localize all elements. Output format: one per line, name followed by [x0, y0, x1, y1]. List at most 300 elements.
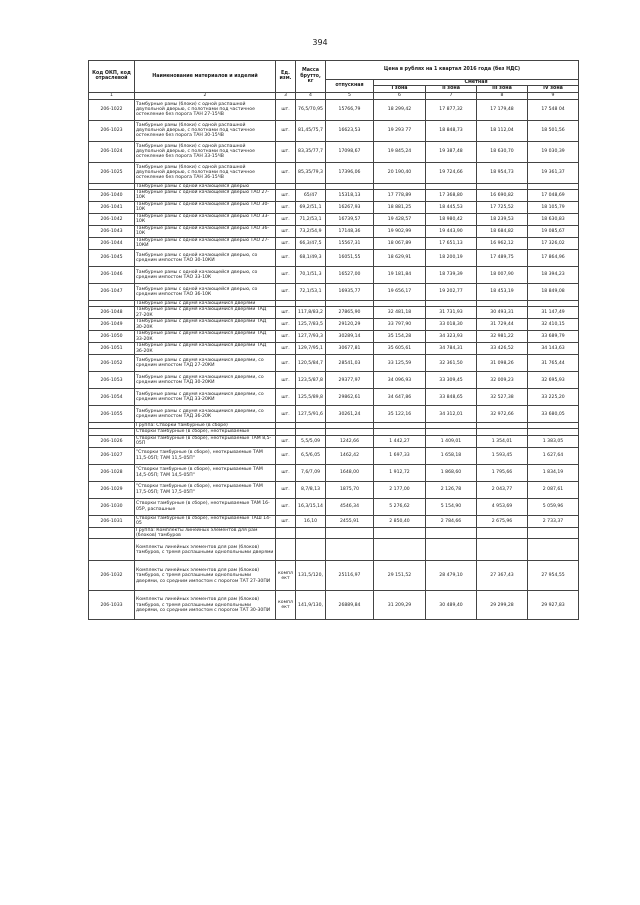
- price-release: 15318,13: [326, 189, 374, 201]
- group-title: Комплекты линейных элементов для рам (блоков) тамбуров, с тремя распашными однопольными дверями: [135, 539, 276, 561]
- header-estimate: Сметная: [374, 80, 579, 86]
- header-name: Наименование материалов и изделий: [135, 61, 276, 93]
- item-mass: 81,45/75,7: [296, 120, 326, 141]
- price-zone-1: 18 067,89: [374, 237, 426, 249]
- price-zone-4: 18 630,83: [528, 213, 579, 225]
- price-zone-3: 1 593,45: [477, 447, 528, 464]
- price-release: 30261,24: [326, 406, 374, 423]
- table-row: [89, 162, 579, 183]
- item-name: Тамбурные рамы с двумя качающимися дверями ТАД 27-20К: [135, 307, 276, 319]
- price-zone-4: 17 548 04: [528, 99, 579, 120]
- price-zone-2: 30 489,40: [426, 591, 477, 620]
- table-row: [89, 343, 579, 355]
- price-release: 15766,79: [326, 99, 374, 120]
- price-zone-4: 2 733,37: [528, 515, 579, 527]
- column-number: 2: [135, 92, 276, 99]
- table-row: [89, 99, 579, 120]
- item-code: 206-1047: [89, 283, 135, 300]
- price-zone-1: 18 299,42: [374, 99, 426, 120]
- item-mass: 123,5/87,8: [296, 372, 326, 389]
- item-unit: шт.: [276, 355, 296, 372]
- item-unit: шт.: [276, 213, 296, 225]
- item-mass: 71,2/53,1: [296, 213, 326, 225]
- item-code: 206-1026: [89, 435, 135, 447]
- item-mass: 72,1/53,1: [296, 283, 326, 300]
- item-code: 206-1045: [89, 249, 135, 266]
- table-row: [89, 481, 579, 498]
- price-zone-3: 32 527,38: [477, 389, 528, 406]
- price-zone-3: 31 729,44: [477, 319, 528, 331]
- item-mass: 125,7/83,5: [296, 319, 326, 331]
- column-number: 3: [276, 92, 296, 99]
- item-unit: шт.: [276, 435, 296, 447]
- item-mass: 125,5/89,8: [296, 389, 326, 406]
- price-zone-1: 17 778,89: [374, 189, 426, 201]
- item-name: Тамбурные рамы с двумя качающимися дверями ТАД 30-20К: [135, 319, 276, 331]
- price-zone-2: 18 739,39: [426, 266, 477, 283]
- item-code: 206-1033: [89, 591, 135, 620]
- item-name: Тамбурные рамы с двумя качающимися дверями, со средним импостом ТАД 30-20КИ: [135, 372, 276, 389]
- table-row: [89, 389, 579, 406]
- price-zone-1: 19 293 77: [374, 120, 426, 141]
- item-name: Тамбурные рамы с одной качающейся дверью ТАО 27-10К: [135, 189, 276, 201]
- empty-cell: [276, 539, 296, 561]
- item-mass: 76,5/70,95: [296, 99, 326, 120]
- item-unit: шт.: [276, 307, 296, 319]
- price-zone-1: 19 656,17: [374, 283, 426, 300]
- price-zone-2: 34 312,01: [426, 406, 477, 423]
- price-zone-2: 5 154,90: [426, 498, 477, 515]
- price-zone-3: 18 007,90: [477, 266, 528, 283]
- price-zone-3: 18 630,70: [477, 141, 528, 162]
- header-zone-2: II зона: [426, 86, 477, 92]
- price-zone-4: 32 695,93: [528, 372, 579, 389]
- header-code: Код ОКП, код отраслевой: [89, 61, 135, 93]
- group-title: Группа: Комплекты линейных элементов для рам (блоков) тамбуров: [135, 527, 276, 539]
- price-zone-1: 20 190,40: [374, 162, 426, 183]
- price-zone-2: 28 479,10: [426, 561, 477, 591]
- item-unit: шт.: [276, 498, 296, 515]
- item-mass: 68,1/49,3: [296, 249, 326, 266]
- price-zone-3: 29 299,28: [477, 591, 528, 620]
- price-zone-4: 17 864,96: [528, 249, 579, 266]
- group-code-cell: [89, 539, 135, 561]
- price-release: 1462,42: [326, 447, 374, 464]
- item-name: Тамбурные рамы с одной качающейся дверью, со средним импостом ТАО 36-10К: [135, 283, 276, 300]
- price-zone-3: 32 981,22: [477, 331, 528, 343]
- item-unit: шт.: [276, 319, 296, 331]
- item-mass: 6,5/6,05: [296, 447, 326, 464]
- table-row: [89, 515, 579, 527]
- price-zone-4: 1 383,05: [528, 435, 579, 447]
- item-mass: 70,1/51,3: [296, 266, 326, 283]
- item-mass: 73,2/54,9: [296, 225, 326, 237]
- item-name: Тамбурные рамы с двумя качающимися дверями, со средним импостом ТАД 33-20КИ: [135, 389, 276, 406]
- header-unit: Ед. изм.: [276, 61, 296, 93]
- price-zone-3: 1 795,66: [477, 464, 528, 481]
- price-zone-2: 19 724,66: [426, 162, 477, 183]
- empty-cell: [426, 527, 477, 539]
- item-code: 206-1023: [89, 120, 135, 141]
- price-zone-4: 19 030,39: [528, 141, 579, 162]
- header-zone-4: IV зона: [528, 86, 579, 92]
- price-zone-1: 18 881,25: [374, 201, 426, 213]
- page-number: 394: [312, 38, 328, 47]
- price-zone-3: 17 725,52: [477, 201, 528, 213]
- price-release: 15567,31: [326, 237, 374, 249]
- item-code: 206-1031: [89, 515, 135, 527]
- item-name: Тамбурные рамы (блоки) с одной распашной двупольной дверью, с полотнами под частичное остекление без порога ТАН 33-15ЧВ: [135, 141, 276, 162]
- item-code: 206-1028: [89, 464, 135, 481]
- price-zone-4: 19 085,67: [528, 225, 579, 237]
- price-zone-4: 31 147,49: [528, 307, 579, 319]
- item-code: 206-1025: [89, 162, 135, 183]
- price-zone-1: 19 902,99: [374, 225, 426, 237]
- table-row: [89, 307, 579, 319]
- item-name: Тамбурные рамы с одной качающейся дверью, со средним импостом ТАО 33-10К: [135, 266, 276, 283]
- item-name: Тамбурные рамы (блоки) с одной распашной двупольной дверью, с полотнами под частичное остекление без порога ТАН 27-15ЧВ: [135, 99, 276, 120]
- price-zone-4: 33 689,79: [528, 331, 579, 343]
- price-zone-3: 2 043,77: [477, 481, 528, 498]
- item-unit: шт.: [276, 225, 296, 237]
- item-code: 206-1053: [89, 372, 135, 389]
- price-zone-2: 18 200,19: [426, 249, 477, 266]
- price-release: 30677,81: [326, 343, 374, 355]
- price-zone-4: 1 627,64: [528, 447, 579, 464]
- item-mass: 127,7/93,3: [296, 331, 326, 343]
- item-unit: компл ект: [276, 561, 296, 591]
- header-zone-1: I зона: [374, 86, 426, 92]
- price-zone-4: 17 326,02: [528, 237, 579, 249]
- price-zone-3: 32 009,23: [477, 372, 528, 389]
- price-zone-2: 18 980,42: [426, 213, 477, 225]
- price-release: 25116,97: [326, 561, 374, 591]
- item-mass: 117,8/83,2: [296, 307, 326, 319]
- table-row: [89, 561, 579, 591]
- item-name: Тамбурные рамы с двумя качающимися дверями ТАД 33-20К: [135, 331, 276, 343]
- item-code: 206-1042: [89, 213, 135, 225]
- price-zone-2: 34 323,93: [426, 331, 477, 343]
- price-zone-4: 33 225,20: [528, 389, 579, 406]
- item-name: "Створки тамбурные (в сборе), неоткрываемые ТАМ 11,5-05П; ТАМ 11,5-05П": [135, 447, 276, 464]
- column-number: 9: [528, 92, 579, 99]
- item-name: Тамбурные рамы с двумя качающимися дверями, со средним импостом ТАД 36-20К: [135, 406, 276, 423]
- price-zone-1: 29 151,52: [374, 561, 426, 591]
- item-name: Тамбурные рамы (блоки) с одной распашной двупольной дверью, с полотнами под частичное остекление без порога ТАН 30-15ЧВ: [135, 120, 276, 141]
- table-row: [89, 591, 579, 620]
- price-release: 16623,53: [326, 120, 374, 141]
- empty-cell: [528, 539, 579, 561]
- price-zone-2: 34 784,31: [426, 343, 477, 355]
- item-code: 206-1032: [89, 561, 135, 591]
- item-name: Створки тамбурные (в сборе), неоткрываемые ТАМ 8,5-05П: [135, 435, 276, 447]
- price-zone-1: 33 797,90: [374, 319, 426, 331]
- item-name: "Створки тамбурные (в сборе), неоткрываемые ТАМ 14,5-05П; ТАМ 14,5-05П": [135, 464, 276, 481]
- price-zone-1: 19 181,84: [374, 266, 426, 283]
- price-zone-1: 19 428,57: [374, 213, 426, 225]
- item-code: 206-1044: [89, 237, 135, 249]
- item-mass: 65/47: [296, 189, 326, 201]
- price-zone-4: 18 501,56: [528, 120, 579, 141]
- group-title: Тамбурные рамы с одной качающейся дверью: [135, 183, 276, 189]
- table-row: [89, 464, 579, 481]
- price-zone-3: 17 179,48: [477, 99, 528, 120]
- column-number: 5: [326, 92, 374, 99]
- price-release: 27865,90: [326, 307, 374, 319]
- item-unit: шт.: [276, 237, 296, 249]
- price-zone-3: 17 489,75: [477, 249, 528, 266]
- price-zone-1: 31 209,29: [374, 591, 426, 620]
- price-zone-1: 35 122,16: [374, 406, 426, 423]
- price-table-body: [89, 99, 579, 620]
- group-title: Тамбурные рамы с двумя качающимися дверями: [135, 300, 276, 306]
- price-zone-2: 2 784,66: [426, 515, 477, 527]
- item-name: "Створки тамбурные (в сборе), неоткрываемые ТАМ 17,5-05П; ТАМ 17,5-05П": [135, 481, 276, 498]
- price-zone-1: 18 629,91: [374, 249, 426, 266]
- table-row: [89, 331, 579, 343]
- price-zone-1: 1 912,72: [374, 464, 426, 481]
- price-zone-2: 1 409,01: [426, 435, 477, 447]
- group-row: [89, 539, 579, 561]
- table-row: [89, 355, 579, 372]
- item-unit: шт.: [276, 389, 296, 406]
- item-unit: шт.: [276, 447, 296, 464]
- price-release: 16267,93: [326, 201, 374, 213]
- price-zone-1: 34 647,86: [374, 389, 426, 406]
- price-release: 4546,34: [326, 498, 374, 515]
- price-zone-4: 32 410,15: [528, 319, 579, 331]
- item-code: 206-1024: [89, 141, 135, 162]
- table-row: [89, 189, 579, 201]
- item-name: Створки тамбурные (в сборе), неоткрываемые ТАМ 16-05Р, распашные: [135, 498, 276, 515]
- price-zone-3: 16 962,12: [477, 237, 528, 249]
- price-release: 29862,61: [326, 389, 374, 406]
- item-code: 206-1022: [89, 99, 135, 120]
- empty-cell: [296, 527, 326, 539]
- table-row: [89, 447, 579, 464]
- item-code: 206-1048: [89, 307, 135, 319]
- item-unit: шт.: [276, 249, 296, 266]
- empty-cell: [477, 527, 528, 539]
- price-zone-2: 33 848,65: [426, 389, 477, 406]
- empty-cell: [426, 539, 477, 561]
- price-zone-2: 17 368,80: [426, 189, 477, 201]
- price-zone-1: 32 481,18: [374, 307, 426, 319]
- price-zone-1: 1 442,27: [374, 435, 426, 447]
- item-code: 206-1050: [89, 331, 135, 343]
- price-zone-3: 16 690,82: [477, 189, 528, 201]
- price-zone-1: 34 096,93: [374, 372, 426, 389]
- item-unit: шт.: [276, 464, 296, 481]
- empty-cell: [326, 527, 374, 539]
- item-unit: шт.: [276, 266, 296, 283]
- price-zone-3: 33 426,52: [477, 343, 528, 355]
- column-number: 8: [477, 92, 528, 99]
- price-zone-4: 19 361,37: [528, 162, 579, 183]
- item-mass: 127,5/91,6: [296, 406, 326, 423]
- item-name: Тамбурные рамы (блоки) с одной распашной двупольной дверью, с полотнами под частичное остекление без порога ТАН 36-15ЧВ: [135, 162, 276, 183]
- price-zone-2: 19 202,77: [426, 283, 477, 300]
- price-zone-3: 18 453,19: [477, 283, 528, 300]
- price-zone-1: 35 154,28: [374, 331, 426, 343]
- price-table: [88, 60, 579, 620]
- price-zone-2: 31 731,93: [426, 307, 477, 319]
- item-unit: шт.: [276, 515, 296, 527]
- price-zone-2: 18 445,53: [426, 201, 477, 213]
- table-row: [89, 225, 579, 237]
- price-zone-3: 18 112,04: [477, 120, 528, 141]
- price-zone-1: 1 697,33: [374, 447, 426, 464]
- item-name: Тамбурные рамы с одной качающейся дверью, со средним импостом ТАО 30-10КИ: [135, 249, 276, 266]
- table-row: [89, 120, 579, 141]
- price-zone-2: 18 848,73: [426, 120, 477, 141]
- item-unit: шт.: [276, 406, 296, 423]
- price-zone-3: 18 954,73: [477, 162, 528, 183]
- price-release: 16051,55: [326, 249, 374, 266]
- price-release: 17098,67: [326, 141, 374, 162]
- group-title: Створки тамбурные (в сборе), неоткрываемые: [135, 429, 276, 435]
- item-mass: 7,6/7,09: [296, 464, 326, 481]
- item-name: Тамбурные рамы с одной качающейся дверью ТАО 33-10К: [135, 213, 276, 225]
- price-zone-2: 2 126,78: [426, 481, 477, 498]
- empty-cell: [326, 539, 374, 561]
- price-release: 26889,84: [326, 591, 374, 620]
- price-zone-4: 18 849,08: [528, 283, 579, 300]
- item-unit: шт.: [276, 343, 296, 355]
- price-release: 30289,14: [326, 331, 374, 343]
- price-release: 17396,06: [326, 162, 374, 183]
- table-row: [89, 141, 579, 162]
- item-code: 206-1051: [89, 343, 135, 355]
- price-zone-3: 1 354,01: [477, 435, 528, 447]
- price-zone-2: 19 443,90: [426, 225, 477, 237]
- price-zone-4: 31 765,44: [528, 355, 579, 372]
- item-code: 206-1040: [89, 189, 135, 201]
- item-mass: 5,5/5,09: [296, 435, 326, 447]
- item-mass: 141,9/130,: [296, 591, 326, 620]
- empty-cell: [374, 539, 426, 561]
- price-release: 29377,97: [326, 372, 374, 389]
- price-zone-3: 18 239,53: [477, 213, 528, 225]
- item-name: Тамбурные рамы с одной качающейся дверью ТАО 27-10КИ: [135, 237, 276, 249]
- item-mass: 8,7/8,13: [296, 481, 326, 498]
- item-code: 206-1030: [89, 498, 135, 515]
- item-code: 206-1054: [89, 389, 135, 406]
- price-zone-3: 27 367,43: [477, 561, 528, 591]
- table-row: [89, 201, 579, 213]
- item-mass: 69,2/51,1: [296, 201, 326, 213]
- item-unit: шт.: [276, 99, 296, 120]
- empty-cell: [528, 527, 579, 539]
- table-row: [89, 283, 579, 300]
- item-unit: шт.: [276, 372, 296, 389]
- item-mass: 131,5/120,: [296, 561, 326, 591]
- item-unit: шт.: [276, 141, 296, 162]
- item-unit: компл ект: [276, 591, 296, 620]
- price-release: 1875,70: [326, 481, 374, 498]
- table-row: [89, 435, 579, 447]
- item-unit: шт.: [276, 120, 296, 141]
- column-number: 1: [89, 92, 135, 99]
- table-row: [89, 406, 579, 423]
- price-zone-4: 27 954,55: [528, 561, 579, 591]
- price-zone-1: 19 845,24: [374, 141, 426, 162]
- price-zone-2: 17 877,32: [426, 99, 477, 120]
- table-row: [89, 237, 579, 249]
- item-unit: шт.: [276, 283, 296, 300]
- price-zone-4: 29 927,83: [528, 591, 579, 620]
- empty-cell: [296, 539, 326, 561]
- item-mass: 85,35/79,3: [296, 162, 326, 183]
- price-zone-2: 17 651,13: [426, 237, 477, 249]
- price-zone-4: 33 680,05: [528, 406, 579, 423]
- item-mass: 120,5/84,7: [296, 355, 326, 372]
- price-release: 16739,57: [326, 213, 374, 225]
- item-code: 206-1049: [89, 319, 135, 331]
- price-zone-4: 18 105,79: [528, 201, 579, 213]
- price-zone-2: 1 868,60: [426, 464, 477, 481]
- item-code: 206-1046: [89, 266, 135, 283]
- item-mass: 16,3/15,14: [296, 498, 326, 515]
- item-name: Тамбурные рамы с двумя качающимися дверями, со средним импостом ТАД 27-20КИ: [135, 355, 276, 372]
- empty-cell: [374, 527, 426, 539]
- price-zone-3: 32 972,66: [477, 406, 528, 423]
- item-mass: 83,35/77,7: [296, 141, 326, 162]
- item-name: Комплекты линейных элементов для рам (блоков) тамбуров, с тремя распашными однопольными дверями, со средним импостом с порогом ТАТ 30-30ПИ: [135, 591, 276, 620]
- price-zone-1: 2 177,00: [374, 481, 426, 498]
- item-name: Комплекты линейных элементов для рам (блоков) тамбуров, с тремя распашными однопольными дверями, со средним импостом с порогом ТАТ 27-30ПИ: [135, 561, 276, 591]
- group-row: [89, 527, 579, 539]
- item-unit: шт.: [276, 481, 296, 498]
- group-title: Группа: Створки тамбурные (в сборе): [135, 423, 276, 429]
- item-code: 206-1052: [89, 355, 135, 372]
- price-zone-1: 5 276,62: [374, 498, 426, 515]
- price-release: 2455,91: [326, 515, 374, 527]
- price-zone-3: 18 684,82: [477, 225, 528, 237]
- price-release: 16527,00: [326, 266, 374, 283]
- price-zone-4: 17 048,69: [528, 189, 579, 201]
- price-release: 29120,29: [326, 319, 374, 331]
- price-zone-4: 18 394,23: [528, 266, 579, 283]
- table-row: [89, 213, 579, 225]
- column-number-row: [89, 92, 579, 99]
- price-release: 17148,36: [326, 225, 374, 237]
- header-mass: Масса брутто, кг: [296, 61, 326, 93]
- price-zone-2: 1 658,18: [426, 447, 477, 464]
- header-release: отпускная: [326, 80, 374, 93]
- price-release: 28541,03: [326, 355, 374, 372]
- price-zone-1: 33 125,59: [374, 355, 426, 372]
- price-zone-1: 35 605,61: [374, 343, 426, 355]
- price-zone-4: 1 834,19: [528, 464, 579, 481]
- table-row: [89, 319, 579, 331]
- price-zone-3: 2 675,96: [477, 515, 528, 527]
- price-zone-2: 33 018,30: [426, 319, 477, 331]
- column-number: 4: [296, 92, 326, 99]
- empty-cell: [276, 527, 296, 539]
- empty-cell: [477, 539, 528, 561]
- item-code: 206-1055: [89, 406, 135, 423]
- table-row: [89, 266, 579, 283]
- item-name: Тамбурные рамы с одной качающейся дверью ТАО 36-10К: [135, 225, 276, 237]
- price-zone-2: 33 309,45: [426, 372, 477, 389]
- group-code-cell: [89, 527, 135, 539]
- header-price-title: Цена в рублях на 1 квартал 2016 года (без НДС): [326, 61, 579, 80]
- item-mass: 16,10: [296, 515, 326, 527]
- table-row: [89, 498, 579, 515]
- price-zone-2: 32 361,50: [426, 355, 477, 372]
- column-number: 7: [426, 92, 477, 99]
